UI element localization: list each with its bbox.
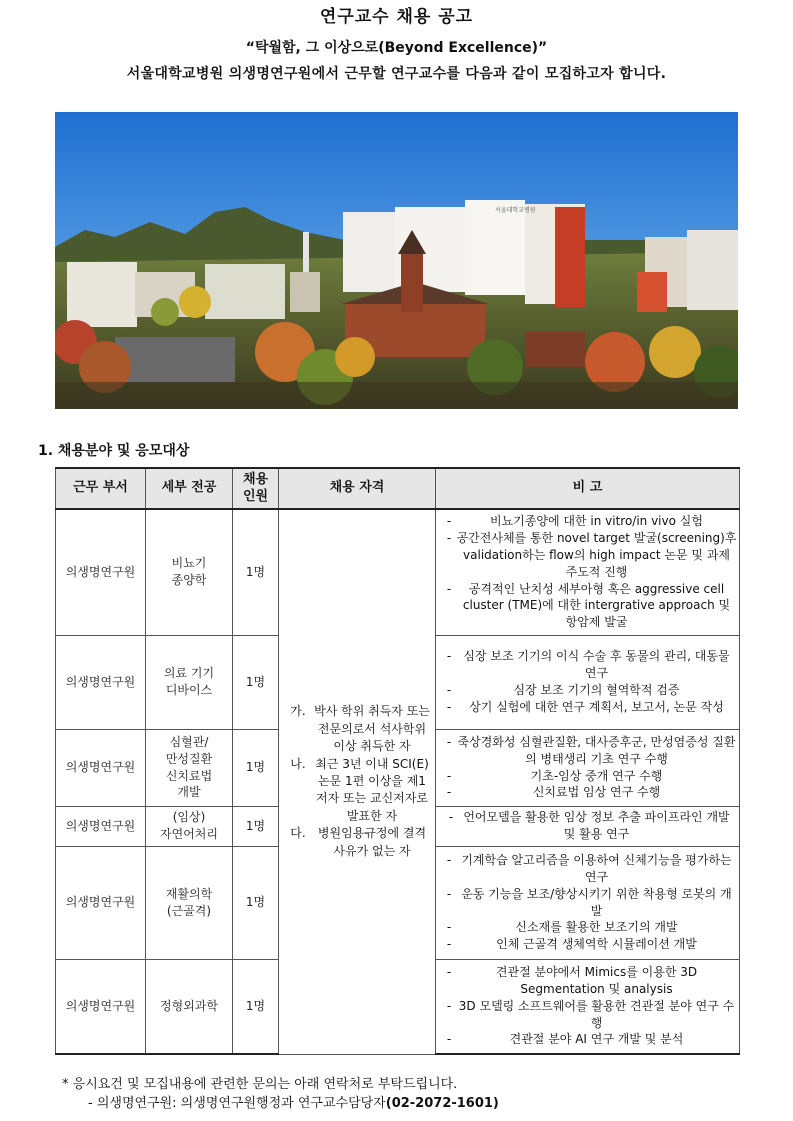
note-item: - 상기 실험에 대한 연구 계획서, 보고서, 논문 작성 [446, 699, 724, 714]
count-cell: 1명 [233, 806, 279, 846]
contact-phone: (02-2072-1601) [385, 1096, 499, 1111]
note-item: - 견관절 분야에서 Mimics를 이용한 3D Segmentation 및 analysis [446, 965, 698, 997]
note-item: - 심장 보조 기기의 혈역학적 검증 [446, 683, 680, 697]
column-header-dept: 근무 부서 [56, 468, 146, 509]
dept-cell: 의생명연구원 [56, 806, 146, 846]
column-header-qualification: 채용 자격 [279, 468, 436, 509]
count-cell: 1명 [233, 729, 279, 806]
note-item: - 신소재를 활용한 보조기의 개발 [446, 920, 678, 935]
column-header-notes: 비 고 [436, 468, 740, 509]
note-item: - 3D 모델링 소프트웨어를 활용한 견관절 분야 연구 수행 [446, 998, 735, 1030]
slogan: “탁월함, 그 이상으로(Beyond Excellence)” [245, 40, 548, 56]
notes-cell [436, 806, 740, 846]
qualification-cell [279, 509, 436, 1054]
notes-cell [436, 846, 740, 959]
contact-info [88, 1092, 499, 1111]
notes-cell [436, 635, 740, 729]
major-cell: 심혈관/ 만성질환 신치료법 개발 [146, 729, 233, 806]
note-item: - 견관절 분야 AI 연구 개발 및 분석 [446, 1032, 684, 1047]
table-row [56, 509, 740, 635]
dept-cell: 의생명연구원 [56, 729, 146, 806]
column-header-count: 채용 인원 [233, 468, 279, 509]
major-cell: 의료 기기 디바이스 [146, 635, 233, 729]
note-item: - 비뇨기종양에 대한 in vitro/in vivo 실험 [446, 514, 703, 529]
contact-label: - 의생명연구원: 의생명연구원행정과 연구교수담당자 [88, 1096, 386, 1111]
count-cell: 1명 [233, 959, 279, 1054]
inquiry-note: * 응시요건 및 모집내용에 관련한 문의는 아래 연락처로 부탁드립니다. [62, 1077, 458, 1092]
note-item: - 기초-임상 중개 연구 수행 [446, 768, 663, 783]
intro-text: 서울대학교병원 의생명연구원에서 근무할 연구교수를 다음과 같이 모집하고자 합니다. [126, 66, 667, 82]
major-cell: 재활의학 (근골격) [146, 846, 233, 959]
count-cell: 1명 [233, 509, 279, 635]
note-item: - 신치료법 임상 연구 수행 [446, 785, 661, 800]
dept-cell: 의생명연구원 [56, 635, 146, 729]
qualification-item: 다. 병원임용규정에 결격사유가 없는 자 [290, 826, 427, 858]
note-item: - 언어모델을 활용한 임상 정보 추출 파이프라인 개발 및 활용 연구 [444, 810, 730, 841]
hospital-campus-photo [55, 112, 738, 409]
count-cell: 1명 [233, 846, 279, 959]
major-cell: 비뇨기 종양학 [146, 509, 233, 635]
note-item: - 심장 보조 기기의 이식 수술 후 동물의 관리, 대동물 연구 [446, 649, 730, 681]
dept-cell: 의생명연구원 [56, 959, 146, 1054]
notes-cell [436, 729, 740, 806]
recruitment-table [55, 467, 740, 1055]
building-sign: 서울대학교병원 [495, 207, 536, 214]
qualification-item: 가. 박사 학위 취득자 또는 전문의로서 석사학위 이상 취득한 자 [290, 704, 430, 754]
note-item: - 공격적인 난치성 세부아형 혹은 aggressive cell cluster (TME)에 대한 intergrative approach 및 항암제 발굴 [446, 581, 731, 630]
dept-cell: 의생명연구원 [56, 846, 146, 959]
dept-cell: 의생명연구원 [56, 509, 146, 635]
column-header-major: 세부 전공 [146, 468, 233, 509]
note-item: - 인체 근골격 생체역학 시뮬레이션 개발 [446, 937, 697, 952]
section-heading: 1. 채용분야 및 응모대상 [38, 443, 190, 459]
page-title: 연구교수 채용 공고 [319, 7, 474, 27]
note-item: - 공간전사체를 통한 novel target 발굴(screening)후 validation하는 flow의 high impact 논문 및 과제 주도적 진행 [446, 531, 737, 579]
major-cell: (임상) 자연어처리 [146, 806, 233, 846]
notes-cell [436, 509, 740, 635]
note-item: - 죽상경화성 심혈관질환, 대사증후군, 만성염증성 질환의 병태생리 기초 연구 수행 [446, 734, 736, 766]
major-cell: 정형외과학 [146, 959, 233, 1054]
count-cell: 1명 [233, 635, 279, 729]
notes-cell [436, 959, 740, 1054]
qualification-item: 나. 최근 3년 이내 SCI(E)논문 1편 이상을 제1저자 또는 교신저자로 발표한 자 [290, 756, 429, 823]
note-item: - 운동 기능을 보조/향상시키기 위한 착용형 로봇의 개발 [446, 886, 732, 918]
note-item: - 기계학습 알고리즘을 이용하여 신체기능을 평가하는 연구 [446, 853, 732, 884]
